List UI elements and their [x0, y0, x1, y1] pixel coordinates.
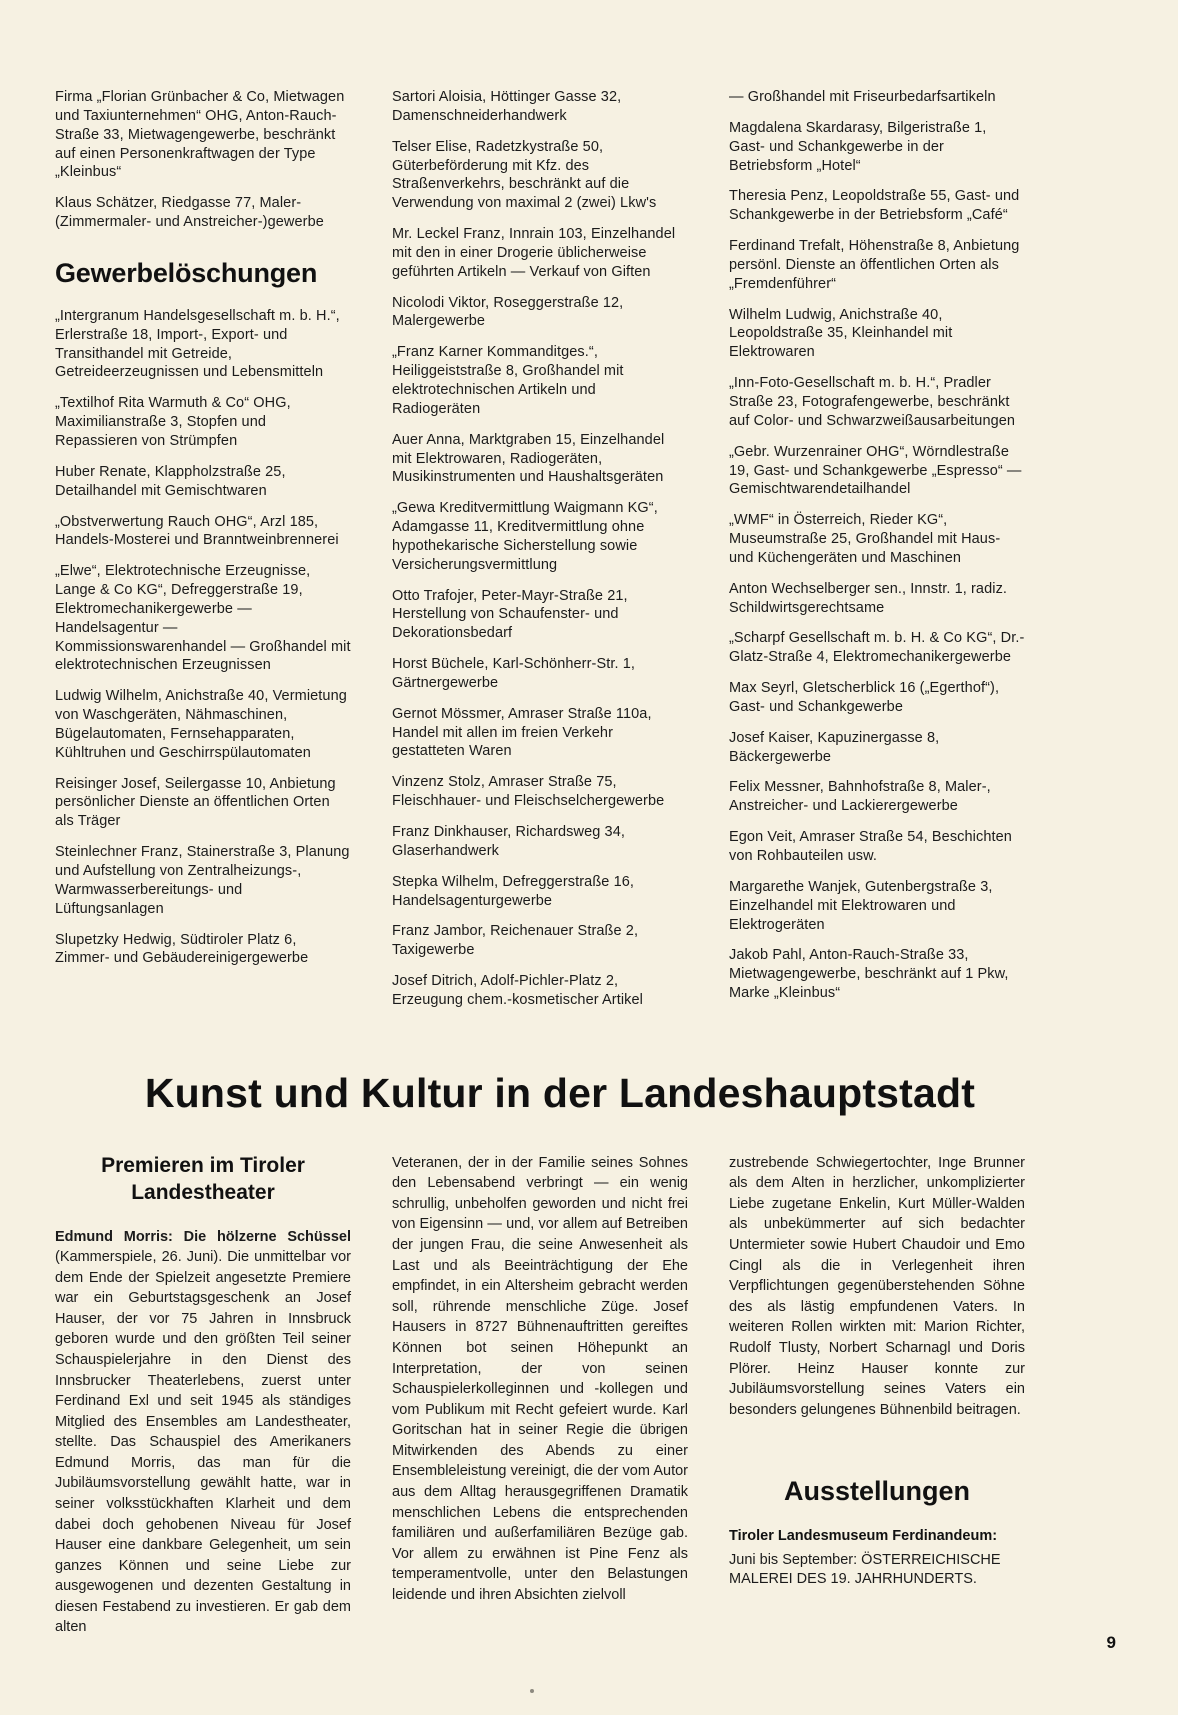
culture-body-paragraph: zustrebende Schwiegertochter, Inge Brunner als dem Alten in herzlicher, unkomplizierter Liebe zugetane Enkelin, Kurt Müller-Walden als unbekümmerter auf sich bedachter Untermieter sowie Hubert Chaudoir und Emo Cingl als die in Verlegenheit ihren Verpflichtungen gegenüberstehenden Söhne des als lästig empfundenen Vaters. In weiteren Rollen wirkten mit: Marion Richter, Rudolf Tlusty, Norbert Scharnagl und Doris Plörer. Heinz Hauser konnte zur Jubiläumsvorstellung seines Vaters ein besonders gelungenes Bühnenbild beitragen.: [729, 1154, 1025, 1418]
directory-entry: Mr. Leckel Franz, Innrain 103, Einzelhandel mit den in einer Drogerie üblicherweise geführten Artikeln — Verkauf von Giften: [392, 226, 676, 280]
museum-name: Tiroler Landesmuseum Ferdinandeum:: [729, 1528, 998, 1545]
intro-paragraph: Klaus Schätzer, Riedgasse 77, Maler-(Zimmermaler- und Anstreicher-)gewerbe: [55, 195, 324, 231]
culture-subheading-line1: Premieren im Tiroler: [101, 1153, 305, 1177]
culture-subheading: [55, 1153, 351, 1207]
registration-dot: [530, 1689, 534, 1693]
directory-entry: Vinzenz Stolz, Amraser Straße 75, Fleischhauer- und Fleischselchergewerbe: [392, 774, 665, 810]
directory-entry: Josef Kaiser, Kapuzinergasse 8, Bäckergewerbe: [729, 729, 940, 765]
section-banner-title: Kunst und Kultur in der Landeshauptstadt: [144, 1069, 976, 1116]
directory-entry: Franz Jambor, Reichenauer Straße 2, Taxigewerbe: [392, 923, 639, 959]
culture-lead-paragraph: [55, 1227, 351, 1639]
directory-entry: Slupetzky Hedwig, Südtiroler Platz 6, Zimmer- und Gebäudereinigergewerbe: [55, 931, 309, 967]
directory-entry: „Obstverwertung Rauch OHG“, Arzl 185, Handels-Mosterei und Branntweinbrennerei: [55, 513, 339, 549]
directory-entry: Steinlechner Franz, Stainerstraße 3, Planung und Aufstellung von Zentralheizungs-, Warmwasserbereitungs- und Lüftungsanlagen: [55, 844, 350, 917]
directory-entry: Otto Trafojer, Peter-Mayr-Straße 21, Herstellung von Schaufenster- und Dekorationsbedarf: [392, 587, 628, 642]
directory-entry: Huber Renate, Klappholzstraße 25, Detailhandel mit Gemischtwaren: [55, 463, 286, 499]
culture-column-1: [55, 1153, 351, 1638]
directory-entry: „Scharpf Gesellschaft m. b. H. & Co KG“, Dr.-Glatz-Straße 4, Elektromechanikergewerbe: [729, 630, 1025, 666]
culture-columns: [55, 1153, 1065, 1638]
directory-entry: Max Seyrl, Gletscherblick 16 („Egerthof“), Gast- und Schankgewerbe: [729, 680, 1000, 715]
directory-entry: Egon Veit, Amraser Straße 54, Beschichten von Rohbauteilen usw.: [729, 829, 1012, 864]
directory-entry: Telser Elise, Radetzkystraße 50, Güterbeförderung mit Kfz. des Straßenverkehrs, beschränkt auf die Verwendung von maximal 2 (zwei) Lkw's: [392, 138, 657, 212]
directory-entry: Stepka Wilhelm, Defreggerstraße 16, Handelsagenturgewerbe: [392, 873, 635, 909]
directory-column-1: [55, 88, 351, 980]
directory-entry: „Gebr. Wurzenrainer OHG“, Wörndlestraße 19, Gast- und Schankgewerbe „Espresso“ — Gemischtwarendetailhandel: [729, 443, 1022, 498]
directory-columns: [55, 88, 1065, 1022]
directory-entry: Theresia Penz, Leopoldstraße 55, Gast- und Schankgewerbe in der Betriebsform „Café“: [729, 188, 1020, 224]
directory-entry: Anton Wechselberger sen., Innstr. 1, radiz. Schildwirtsgerechtsame: [729, 580, 1008, 616]
section-heading-gewerbeloeschungen: Gewerbelöschungen: [55, 257, 318, 288]
directory-entry: Wilhelm Ludwig, Anichstraße 40, Leopoldstraße 35, Kleinhandel mit Elektrowaren: [729, 306, 953, 361]
directory-entry: „Inn-Foto-Gesellschaft m. b. H.“, Pradler Straße 23, Fotografengewerbe, beschränkt auf Color- und Schwarzweißausarbeitungen: [729, 375, 1016, 429]
page-number: 9: [1106, 1633, 1116, 1652]
culture-body-paragraph: Veteranen, der in der Familie seines Sohnes den Lebensabend verbringt — ein wenig schrullig, unbeholfen geworden und nicht frei von Eigensinn — und, vor allem auf Betreiben der jungen Frau, die seine Anwesenheit als Last und als Beeinträchtigung der Ehe empfindet, in ein Altersheim gebracht werden soll, rührende menschliche Züge. Josef Hausers in 8727 Bühnenauftritten gereiftes Können bot seinen Höhepunkt an Interpretation, der von seinen Schauspielerkolleginnen und -kollegen und vom Publikum mit Recht gefeiert wurde. Karl Goritschan hat in seiner Regie die übrigen Mitwirkenden des Abends zu einer Ensembleleistung vereinigt, die der vom Autor aus dem Alltag herausgegriffenen Dramatik menschlichen Lebens die entsprechenden familiären und außerfamiliären Bezüge gab. Vor allem zu erwähnen ist Pine Fenz als temperamentvolle, unter den Belastungen leidende und ihren Absichten zielvoll: [392, 1154, 688, 1603]
directory-entry: Magdalena Skardarasy, Bilgeristraße 1, Gast- und Schankgewerbe in der Betriebsform „Hotel“: [729, 119, 987, 174]
directory-entry: Josef Ditrich, Adolf-Pichler-Platz 2, Erzeugung chem.-kosmetischer Artikel: [392, 973, 644, 1008]
culture-subheading-line2: Landestheater: [131, 1180, 275, 1204]
directory-entry: „Textilhof Rita Warmuth & Co“ OHG, Maximilianstraße 3, Stopfen und Repassieren von Strümpfen: [55, 395, 291, 449]
directory-entry: Jakob Pahl, Anton-Rauch-Straße 33, Mietwagengewerbe, beschränkt auf 1 Pkw, Marke „Kleinbus“: [729, 947, 1009, 1002]
directory-entry: Reisinger Josef, Seilergasse 10, Anbietung persönlicher Dienste an öffentlichen Orten als Träger: [55, 775, 336, 830]
directory-entry: „Elwe“, Elektrotechnische Erzeugnisse, Lange & Co KG“, Defreggerstraße 19, Elektromechanikergewerbe — Handelsagentur — Kommissionswarenhandel — Großhandel mit elektrotechnischen Erzeugnissen: [55, 563, 351, 674]
directory-entry: Horst Büchele, Karl-Schönherr-Str. 1, Gärtnergewerbe: [392, 656, 636, 691]
directory-entry: Ludwig Wilhelm, Anichstraße 40, Vermietung von Waschgeräten, Nähmaschinen, Bügelautomaten, Fernsehapparaten, Kühltruhen und Geschirrspülautomaten: [55, 688, 347, 761]
directory-entry: Auer Anna, Marktgraben 15, Einzelhandel mit Elektrowaren, Radiogeräten, Musikinstrumenten und Haushaltsgeräten: [392, 431, 665, 486]
directory-entry: „Gewa Kreditvermittlung Waigmann KG“, Adamgasse 11, Kreditvermittlung ohne hypothekarische Sicherstellung sowie Versicherungsvermittlung: [392, 500, 658, 573]
intro-paragraph: Firma „Florian Grünbacher & Co, Mietwagen und Taxiunternehmen“ OHG, Anton-Rauch-Straße 33, Mietwagengewerbe, beschränkt auf einen Personenkraftwagen der Type „Kleinbus“: [55, 89, 345, 181]
directory-entry: Felix Messner, Bahnhofstraße 8, Maler-, Anstreicher- und Lackierergewerbe: [729, 779, 991, 815]
directory-entry: „Intergranum Handelsgesellschaft m. b. H.“, Erlerstraße 18, Import-, Export- und Transithandel mit Getreide, Getreideerzeugnissen und Lebensmitteln: [55, 307, 340, 381]
page-content: [55, 88, 1065, 1638]
culture-column-2: [392, 1153, 688, 1606]
directory-entry: „Franz Karner Kommanditges.“, Heiliggeiststraße 8, Großhandel mit elektrotechnischen Artikeln und Radiogeräten: [392, 344, 624, 417]
section-heading-ausstellungen: Ausstellungen: [783, 1476, 971, 1507]
directory-entry: Sartori Aloisia, Höttinger Gasse 32, Damenschneiderhandwerk: [392, 89, 622, 124]
directory-column-2: [392, 88, 688, 1022]
culture-lead-rest: (Kammerspiele, 26. Juni). Die unmittelbar vor dem Ende der Spielzeit angesetzte Premiere war ein Geburtstagsgeschenk an Josef Hauser, der vor 75 Jahren in Innsbruck geboren wurde und den größten Teil seiner Schauspielerjahre in den Dienst des Innsbrucker Theaterlebens, zuerst unter Ferdinand Exl und seit 1945 als ständiges Mitglied des Ensembles am Landestheater, stellte. Das Schauspiel des Amerikaners Edmund Morris, das man für die Jubiläumsvorstellung gewählt hatte, war in seiner volksstückhaften Klarheit und dem dabei doch gehobenen Niveau für Josef Hauser eine dankbare Gelegenheit, um sein ganzes Können und seine Liebe zur ausgewogenen und dezenten Gestaltung in diesen Festabend zu investieren. Er gab dem alten: [55, 1249, 351, 1636]
directory-column-3: [729, 88, 1025, 1015]
directory-entry: Ferdinand Trefalt, Höhenstraße 8, Anbietung persönl. Dienste an öffentlichen Orten als „Fremdenführer“: [729, 238, 1020, 292]
culture-column-3: [729, 1153, 1025, 1590]
directory-entry: Franz Dinkhauser, Richardsweg 34, Glaserhandwerk: [392, 824, 625, 859]
museum-exhibition-details: Juni bis September: ÖSTERREICHISCHE MALEREI DES 19. JAHRHUNDERTS.: [729, 1551, 1001, 1588]
directory-entry: Nicolodi Viktor, Roseggerstraße 12, Malergewerbe: [392, 294, 624, 330]
directory-entry: „WMF“ in Österreich, Rieder KG“, Museumstraße 25, Großhandel mit Haus- und Küchengeräten und Maschinen: [729, 512, 1001, 566]
play-title: Edmund Morris: Die hölzerne Schüssel: [55, 1228, 351, 1245]
directory-entry: Margarethe Wanjek, Gutenbergstraße 3, Einzelhandel mit Elektrowaren und Elektrogeräten: [729, 878, 993, 933]
directory-entry: Gernot Mössmer, Amraser Straße 110a, Handel mit allen im freien Verkehr gestatteten Waren: [392, 705, 652, 760]
directory-entry: — Großhandel mit Friseurbedarfsartikeln: [729, 89, 996, 105]
